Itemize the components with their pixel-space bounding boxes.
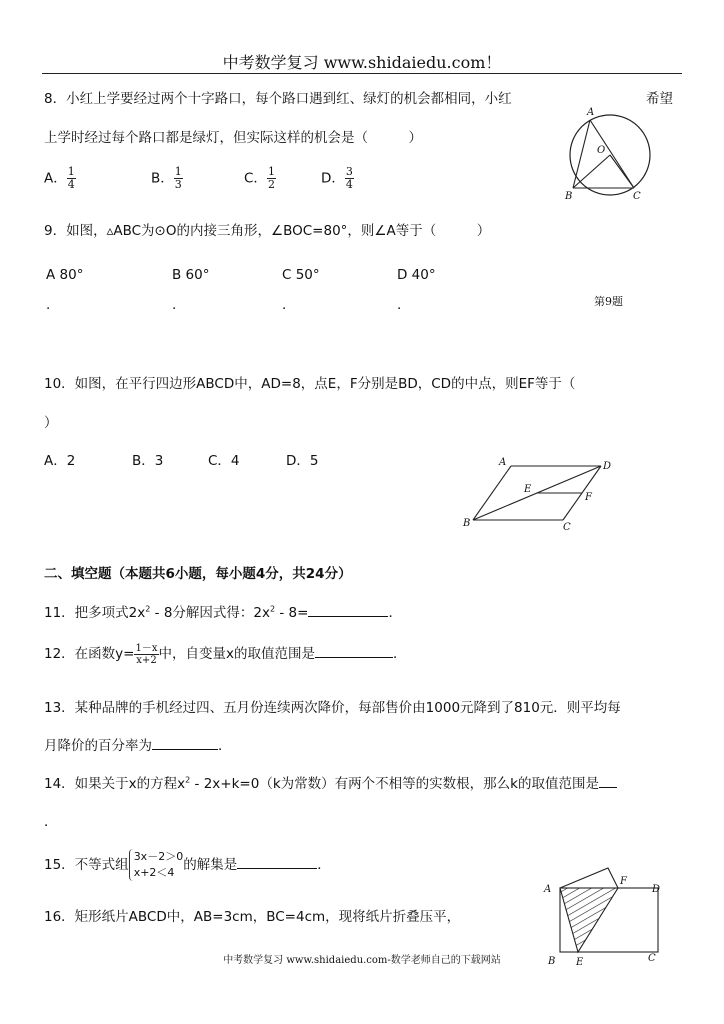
- q10-label-d: D: [603, 461, 612, 472]
- q8-line1: 8．小红上学要经过两个十字路口，每个路口遇到红、绿灯的机会都相同，小红: [44, 91, 512, 107]
- q12-answer-blank: [315, 643, 393, 658]
- q9-figure-caption: 第9题: [594, 295, 623, 308]
- q11-answer-blank: [308, 602, 388, 617]
- q10-option-b: B．3: [132, 453, 164, 469]
- q16-label-b: B: [548, 956, 556, 967]
- q10-line1: 10．如图，在平行四边形ABCD中，AD=8，点E，F分别是BD，CD的中点，则EF等于（: [44, 376, 576, 392]
- q16-label-e: E: [576, 957, 584, 968]
- q15: 15．不等式组 3x－2＞0 x+2＜4 的解集是 ．: [44, 850, 331, 879]
- q9-dot-b: .: [172, 297, 177, 313]
- q10-option-c: C．4: [208, 453, 240, 469]
- q9-option-b: B 60°: [172, 267, 210, 283]
- q9-label-b: B: [565, 191, 573, 202]
- q16-label-a: A: [544, 884, 552, 895]
- q10-label-a: A: [499, 457, 507, 468]
- q12: 12．在函数y= $\frac{1-x}{x+2}$ 中，自变量x的取值范围是 ．: [44, 642, 407, 666]
- q11: 11．把多项式$2x^2 - 8$分解因式得：$2x^2 - 8=$ ．: [44, 601, 402, 621]
- q16-label-d: D: [652, 884, 661, 895]
- q10-line2: ）: [44, 415, 58, 431]
- q9-circle-figure: [555, 103, 665, 203]
- q8-option-b: B． $\frac{1}{3}$: [151, 165, 182, 191]
- q9-option-d: D 40°: [397, 267, 436, 283]
- q8-line1-end: 希望: [646, 91, 673, 107]
- page-header: 中考数学复习 www.shidaiedu.com！: [222, 53, 502, 72]
- q14-line1: 14．如果关于x的方程$x^2 - 2x+k=0(k$为常数）有两个不相等的实数根，那么k的取值范围是: [44, 772, 617, 792]
- q15-answer-blank: [237, 854, 317, 869]
- q13-line2: 月降价的百分率为 ．: [44, 734, 232, 754]
- section-2-title: 二、填空题（本题共6小题，每小题4分，共24分）: [44, 566, 352, 582]
- q10-label-e: E: [524, 484, 532, 495]
- q9-dot-a: .: [46, 297, 51, 313]
- q16-label-c: C: [648, 953, 656, 964]
- q16-label-f: F: [620, 876, 627, 887]
- q10-option-d: D．5: [286, 453, 319, 469]
- q9-label-o: O: [597, 145, 606, 156]
- q9-label-c: C: [633, 191, 641, 202]
- q8-option-c: C． $\frac{1}{2}$: [244, 165, 275, 191]
- q9-text: 9．如图，▵ABC为⊙O的内接三角形，∠BOC=80°，则∠A等于（ ）: [44, 223, 491, 239]
- q8-line2: 上学时经过每个路口都是绿灯，但实际这样的机会是（ ）: [44, 130, 422, 146]
- q10-label-f: F: [585, 492, 592, 503]
- q13-answer-blank: [152, 735, 218, 750]
- q14-answer-blank: [599, 773, 617, 788]
- q9-option-a: A 80°: [46, 267, 84, 283]
- q9-label-a: A: [587, 107, 595, 118]
- q8-option-a: A． $\frac{1}{4}$: [44, 165, 75, 191]
- q10-parallelogram-figure: [455, 452, 625, 534]
- q16-text: 16．矩形纸片ABCD中，AB=3cm，BC=4cm，现将纸片折叠压平，: [44, 909, 461, 925]
- q10-option-a: A．2: [44, 453, 76, 469]
- q13-line1: 13．某种品牌的手机经过四、五月份连续两次降价，每部售价由1000元降到了810元．则平均每: [44, 700, 621, 716]
- page-footer: 中考数学复习 www.shidaiedu.com-数学老师自己的下载网站: [223, 955, 501, 966]
- q9-option-c: C 50°: [282, 267, 320, 283]
- q10-label-c: C: [563, 522, 571, 533]
- q8-option-d: D． $\frac{3}{4}$: [321, 165, 353, 191]
- q14-line2: ．: [44, 814, 58, 830]
- header-rule: [42, 73, 682, 74]
- q9-dot-c: .: [282, 297, 287, 313]
- q10-label-b: B: [463, 518, 471, 529]
- q9-dot-d: .: [397, 297, 402, 313]
